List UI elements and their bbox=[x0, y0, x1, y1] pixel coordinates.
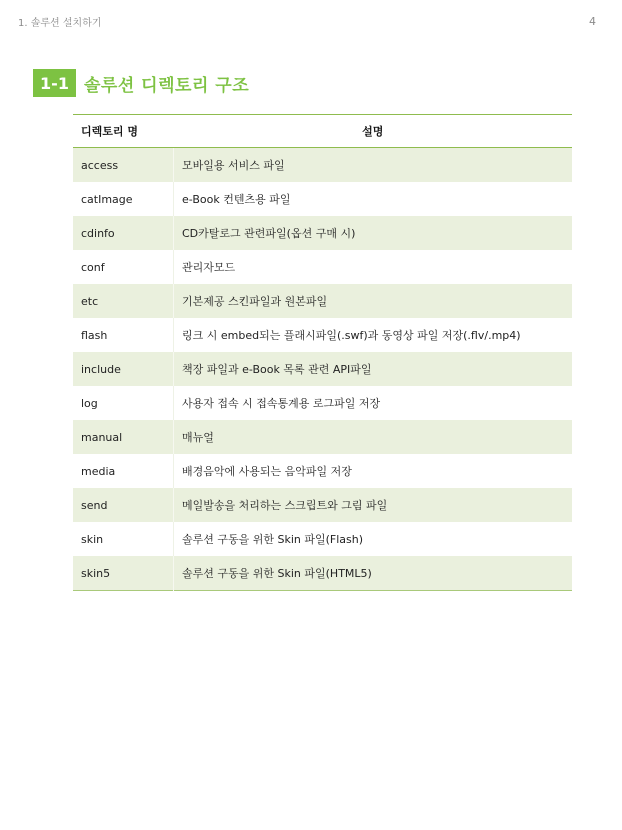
table-row bbox=[73, 284, 572, 318]
description-cell: 매뉴얼 bbox=[174, 420, 573, 454]
table-row bbox=[73, 182, 572, 216]
directory-name-cell: media bbox=[73, 454, 174, 488]
description-cell: 솔루션 구동을 위한 Skin 파일(Flash) bbox=[182, 533, 364, 546]
description-cell: CD카탈로그 관련파일(옵션 구매 시) bbox=[174, 216, 573, 250]
description-cell: 배경음악에 사용되는 음악파일 저장 bbox=[182, 465, 352, 478]
table-row bbox=[73, 318, 572, 352]
directory-name-cell: send bbox=[73, 488, 174, 522]
directory-name-cell: conf bbox=[73, 250, 174, 284]
directory-name-cell: catImage bbox=[73, 182, 174, 216]
description-cell: 관리자모드 bbox=[182, 261, 236, 274]
description-cell: 솔루션 구동을 위한 Skin 파일(HTML5) bbox=[174, 556, 573, 591]
directory-name-cell: log bbox=[73, 386, 174, 420]
directory-table bbox=[73, 114, 572, 591]
section-heading bbox=[33, 69, 249, 97]
section-number-badge: 1-1 bbox=[33, 69, 76, 97]
table-row bbox=[73, 216, 572, 250]
table-row bbox=[73, 250, 572, 284]
description-cell: 메일발송을 처리하는 스크립트와 그림 파일 bbox=[174, 488, 573, 522]
directory-name-cell: skin5 bbox=[73, 556, 174, 591]
table-row bbox=[73, 488, 572, 522]
table-header-row bbox=[73, 115, 572, 148]
directory-name-cell: include bbox=[73, 352, 174, 386]
description-cell: 책장 파일과 e-Book 목록 관련 API파일 bbox=[174, 352, 573, 386]
directory-name-cell: manual bbox=[73, 420, 174, 454]
description-cell: 사용자 접속 시 접속통계용 로그파일 저장 bbox=[182, 397, 381, 410]
description-cell: 기본제공 스킨파일과 원본파일 bbox=[174, 284, 573, 318]
directory-name-cell: cdinfo bbox=[73, 216, 174, 250]
page-number: 4 bbox=[589, 15, 596, 28]
directory-name-cell: flash bbox=[73, 318, 174, 352]
table-row bbox=[73, 148, 572, 183]
directory-name-cell: etc bbox=[73, 284, 174, 318]
running-header: 1. 솔루션 설치하기 bbox=[18, 18, 102, 29]
table-row bbox=[73, 352, 572, 386]
section-title: 솔루션 디렉토리 구조 bbox=[84, 75, 250, 96]
description-cell: 모바일용 서비스 파일 bbox=[174, 148, 573, 183]
description-cell: 링크 시 embed되는 플래시파일(.swf)과 동영상 파일 저장(.flv/.mp4) bbox=[182, 329, 521, 342]
table-row bbox=[73, 556, 572, 591]
directory-name-cell: access bbox=[73, 148, 174, 183]
description-cell: e-Book 컨텐츠용 파일 bbox=[182, 193, 291, 206]
table-row bbox=[73, 386, 572, 420]
directory-name-cell: skin bbox=[73, 522, 174, 556]
column-header-directory-name: 디렉토리 명 bbox=[73, 115, 174, 148]
table-row bbox=[73, 522, 572, 556]
table-row bbox=[73, 454, 572, 488]
column-header-description: 설명 bbox=[174, 115, 573, 148]
table-row bbox=[73, 420, 572, 454]
